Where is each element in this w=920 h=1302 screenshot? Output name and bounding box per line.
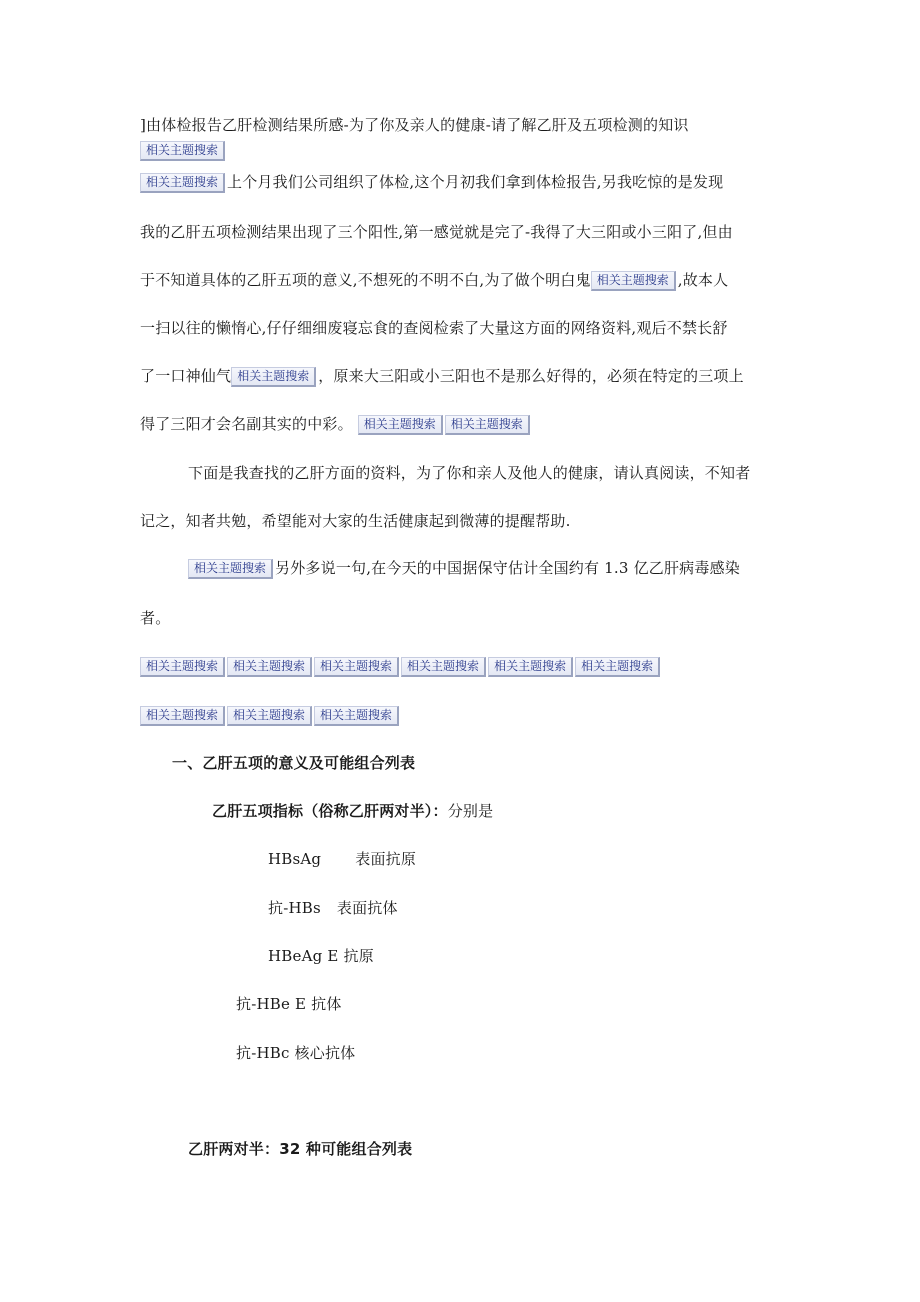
related-topic-search-button[interactable]: 相关主题搜索	[140, 657, 225, 677]
search-button-row-2	[140, 655, 662, 677]
related-topic-search-button[interactable]: 相关主题搜索	[488, 657, 573, 677]
indicator-code: HBeAg E	[268, 947, 339, 965]
indicator-item-anti-hbc	[236, 1042, 355, 1064]
para1-line1	[140, 171, 723, 193]
para3-line2	[140, 607, 170, 629]
indicator-code: 抗-HBe E	[236, 995, 307, 1013]
related-topic-search-button[interactable]: 相关主题搜索	[358, 415, 443, 435]
para-text: 一扫以往的懒惰心,仔仔细细废寝忘食的查阅检索了大量这方面的网络资料,观后不禁长舒	[140, 319, 728, 337]
para-text: 上个月我们公司组织了体检,这个月初我们拿到体检报告,另我吃惊的是发现	[227, 173, 724, 191]
indicator-code: 抗-HBc	[236, 1044, 290, 1062]
para1-line6	[140, 413, 532, 435]
heading-text: 乙肝两对半：32 种可能组合列表	[188, 1140, 413, 1158]
para-text: ，原来大三阳或小三阳也不是那么好得的，必须在特定的三项上	[318, 367, 744, 385]
indicators-heading	[212, 800, 493, 822]
heading-text-bold: 乙肝五项指标（俗称乙肝两对半）：	[212, 802, 448, 820]
para2-line1	[188, 462, 750, 484]
related-topic-search-button[interactable]: 相关主题搜索	[227, 706, 312, 726]
related-topic-search-button[interactable]: 相关主题搜索	[140, 141, 225, 161]
related-topic-search-button[interactable]: 相关主题搜索	[140, 173, 225, 193]
para-text: 于不知道具体的乙肝五项的意义,不想死的不明不白,为了做个明白鬼	[140, 271, 591, 289]
para1-line2	[140, 221, 733, 243]
related-topic-search-button[interactable]: 相关主题搜索	[314, 706, 399, 726]
para1-line5	[140, 365, 744, 387]
section1-heading	[172, 752, 415, 774]
related-topic-search-button[interactable]: 相关主题搜索	[314, 657, 399, 677]
para-text: 者。	[140, 609, 171, 627]
para-text: 另外多说一句,在今天的中国据保守估计全国约有 1.3 亿乙肝病毒感染	[275, 559, 740, 577]
related-topic-search-button[interactable]: 相关主题搜索	[140, 706, 225, 726]
search-button-row-1	[140, 139, 227, 161]
indicator-name: 抗体	[311, 995, 342, 1013]
para-text: 记之，知者共勉，希望能对大家的生活健康起到微薄的提醒帮助.	[140, 512, 571, 530]
para-text: 下面是我查找的乙肝方面的资料，为了你和亲人及他人的健康，请认真阅读，不知者	[188, 464, 751, 482]
indicator-name: 抗原	[343, 947, 374, 965]
indicator-item-anti-hbe	[236, 993, 342, 1015]
related-topic-search-button[interactable]: 相关主题搜索	[231, 367, 316, 387]
indicator-item-anti-hbs	[268, 897, 398, 919]
search-button-row-3	[140, 704, 401, 726]
para-text: ,故本人	[677, 271, 729, 289]
related-topic-search-button[interactable]: 相关主题搜索	[188, 559, 273, 579]
related-topic-search-button[interactable]: 相关主题搜索	[591, 271, 676, 291]
indicator-item-hbsag	[268, 848, 416, 870]
related-topic-search-button[interactable]: 相关主题搜索	[401, 657, 486, 677]
indicator-name: 表面抗体	[336, 899, 398, 917]
para-text: 得了三阳才会名副其实的中彩。	[140, 415, 353, 433]
title-text: ]由体检报告乙肝检测结果所感-为了你及亲人的健康-请了解乙肝及五项检测的知识	[140, 116, 689, 134]
indicator-code: HBsAg	[268, 850, 322, 868]
related-topic-search-button[interactable]: 相关主题搜索	[575, 657, 660, 677]
para-text: 我的乙肝五项检测结果出现了三个阳性,第一感觉就是完了-我得了大三阳或小三阳了,但由	[140, 223, 733, 241]
para2-line2	[140, 510, 571, 532]
para-text: 了一口神仙气	[140, 367, 232, 385]
para1-line3	[140, 269, 728, 291]
related-topic-search-button[interactable]: 相关主题搜索	[445, 415, 530, 435]
indicator-code: 抗-HBs	[268, 899, 321, 917]
indicator-name: 核心抗体	[294, 1044, 356, 1062]
para3-line1	[188, 557, 740, 579]
para1-line4	[140, 317, 728, 339]
indicator-item-hbeag	[268, 945, 374, 967]
indicator-name: 表面抗原	[355, 850, 417, 868]
related-topic-search-button[interactable]: 相关主题搜索	[227, 657, 312, 677]
heading-text: 一、乙肝五项的意义及可能组合列表	[172, 754, 416, 772]
combo-heading	[188, 1138, 412, 1160]
document-title-line	[140, 114, 689, 136]
heading-text-rest: 分别是	[447, 802, 494, 820]
